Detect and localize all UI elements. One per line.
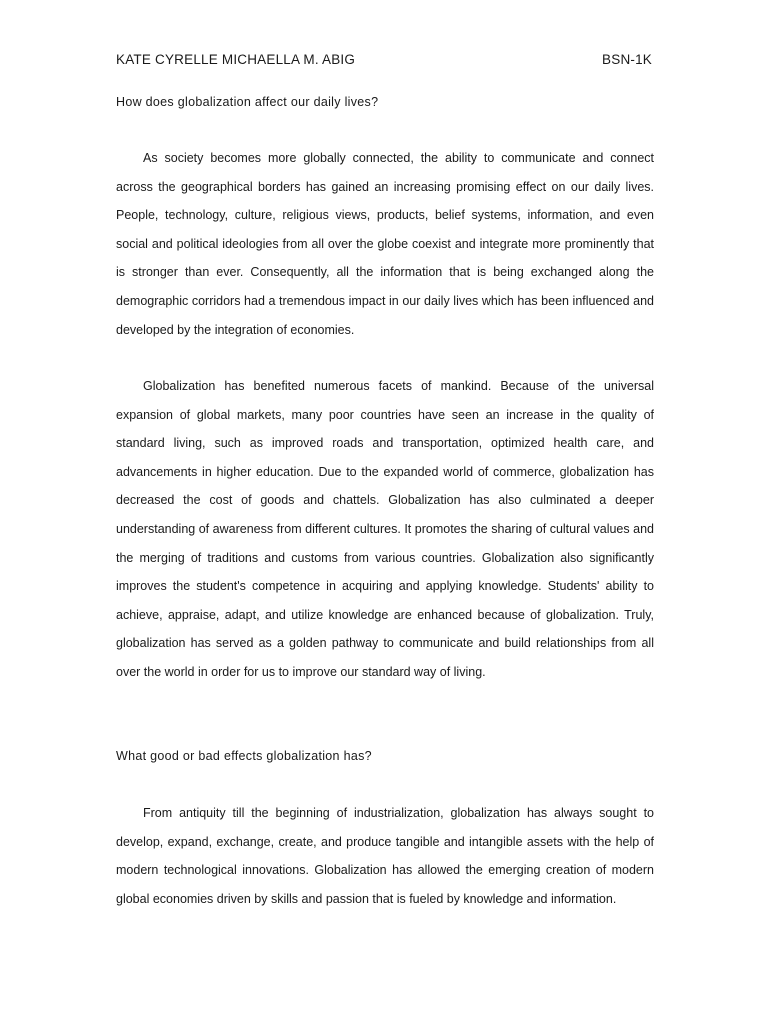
question-heading-2: What good or bad effects globalization has?	[116, 749, 372, 763]
paragraph-1: As society becomes more globally connected, the ability to communicate and connect across the geographical borders has gained an increasing promising effect on our daily lives. People, technology, culture, religious views, products, belief systems, information, and even social and political ideologies from all over the globe coexist and integrate more prominently that is stronger than ever. Consequently, all the information that is being exchanged along the demographic corridors had a tremendous impact in our daily lives which has been influenced and developed by the integration of economies.	[116, 151, 654, 337]
paragraph-2: Globalization has benefited numerous facets of mankind. Because of the universal expansion of global markets, many poor countries have seen an increase in the quality of standard living, such as improved roads and transportation, optimized health care, and advancements in higher education. Due to the expanded world of commerce, globalization has decreased the cost of goods and chattels. Globalization has also culminated a deeper understanding of awareness from different cultures. It promotes the sharing of cultural values and the merging of traditions and customs from various countries. Globalization also significantly improves the student's competence in acquiring and applying knowledge. Students' ability to achieve, appraise, adapt, and utilize knowledge are enhanced because of globalization. Truly, globalization has served as a golden pathway to communicate and build relationships from all over the world in order for us to improve our standard way of living.	[116, 379, 654, 679]
author-name: KATE CYRELLE MICHAELLA M. ABIG	[116, 52, 356, 67]
document-header	[116, 50, 652, 70]
section-code: BSN-1K	[602, 52, 652, 67]
paragraph-3: From antiquity till the beginning of industrialization, globalization has always sought to develop, expand, exchange, create, and produce tangible and intangible assets with the help of modern technological innovations. Globalization has allowed the emerging creation of modern global economies driven by skills and passion that is fueled by knowledge and information.	[116, 806, 654, 906]
question-heading-1: How does globalization affect our daily lives?	[116, 95, 379, 109]
